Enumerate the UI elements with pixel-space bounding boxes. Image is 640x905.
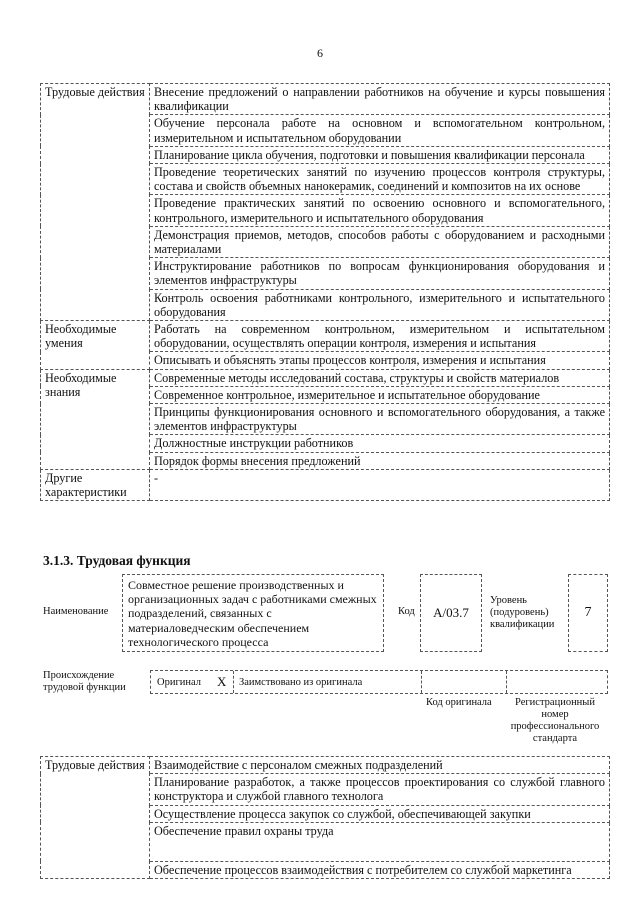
row-item: Обеспечение процессов взаимодействия с потребителем со службой маркетинга (150, 861, 610, 878)
row-item: Проведение практических занятий по освоению основного и вспомогательного, контрольного, измерительного и испытательного оборудования (150, 195, 610, 226)
row-item: Обеспечение правил охраны труда (150, 822, 610, 861)
reg-number-caption: Регистрационный номер профессионального стандарта (510, 697, 600, 744)
name-label: Наименование (43, 606, 109, 617)
row-item: Контроль освоения работниками контрольного, измерительного и испытательного оборудования (150, 289, 610, 320)
code-box (420, 574, 482, 652)
row-item: Демонстрация приемов, методов, способов работы с оборудованием и расходными материалами (150, 226, 610, 257)
table-row (41, 469, 610, 500)
code-value: А/03.7 (433, 605, 469, 620)
row-item: Должностные инструкции работников (150, 435, 610, 452)
table-row (41, 84, 610, 115)
table-row (41, 321, 610, 352)
function-name-box (122, 574, 384, 652)
row-item: Современное контрольное, измерительное и испытательное оборудование (150, 386, 610, 403)
code-label: Код (398, 606, 415, 617)
row-label: Трудовые действия (41, 84, 150, 321)
row-item: Проведение теоретических занятий по изучению процессов контроля структуры, состава и свойств объемных нанокерамик, соединений и композитов на их основе (150, 164, 610, 195)
borrowed-label: Заимствовано из оригинала (239, 676, 363, 688)
row-item: Осуществление процесса закупок со службой, обеспечивающей закупки (150, 805, 610, 822)
row-item: Планирование разработок, а также процессов проектирования со службой главного конструктора и службой главного технолога (150, 774, 610, 805)
original-mark: X (217, 674, 227, 689)
row-label: Другие характеристики (41, 469, 150, 500)
section-title: 3.1.3. Трудовая функция (43, 553, 191, 568)
row-item: Инструктирование работников по вопросам функционирования оборудования и элементов инфраструктуры (150, 258, 610, 289)
row-item: Обучение персонала работе на основном и вспомогательном контрольном, измерительном и испытательном оборудовании (150, 115, 610, 146)
page-number: 6 (317, 46, 323, 60)
code-original-caption: Код оригинала (426, 697, 492, 708)
row-item: Современные методы исследований состава, структуры и свойств материалов (150, 369, 610, 386)
level-label: Уровень (подуровень) квалификации (490, 595, 555, 630)
table-row (41, 757, 610, 774)
row-item: Работать на современном контрольном, измерительном и испытательном оборудовании, осуществлять операции контроля, измерения и испытания (150, 321, 610, 352)
level-value: 7 (584, 605, 592, 620)
level-box (568, 574, 608, 652)
row-item: Порядок формы внесения предложений (150, 452, 610, 469)
row-item: Описывать и объяснять этапы процессов контроля, измерения и испытания (150, 352, 610, 369)
function-name-value: Совместное решение производственных и организационных задач с работниками смежных подразделений, связанных с материаловедческим обеспечением технологического процесса (128, 578, 377, 649)
origin-label: Происхождение трудовой функции (43, 670, 126, 693)
table-body (41, 757, 610, 879)
original-label: Оригинал (157, 676, 201, 688)
row-label: Необходимые умения (41, 321, 150, 370)
work-actions-table-2 (40, 756, 610, 879)
row-item: - (150, 469, 610, 500)
origin-row (150, 670, 608, 694)
row-label: Необходимые знания (41, 369, 150, 469)
row-item: Взаимодействие с персоналом смежных подразделений (150, 757, 610, 774)
work-actions-table (40, 83, 610, 501)
row-item: Принципы функционирования основного и вспомогательного оборудования, а также элементов инфраструктуры (150, 404, 610, 435)
table-body (41, 84, 610, 501)
row-item: Внесение предложений о направлении работников на обучение и курсы повышения квалификации (150, 84, 610, 115)
row-label: Трудовые действия (41, 757, 150, 879)
row-item: Планирование цикла обучения, подготовки и повышения квалификации персонала (150, 146, 610, 163)
table-row (41, 369, 610, 386)
